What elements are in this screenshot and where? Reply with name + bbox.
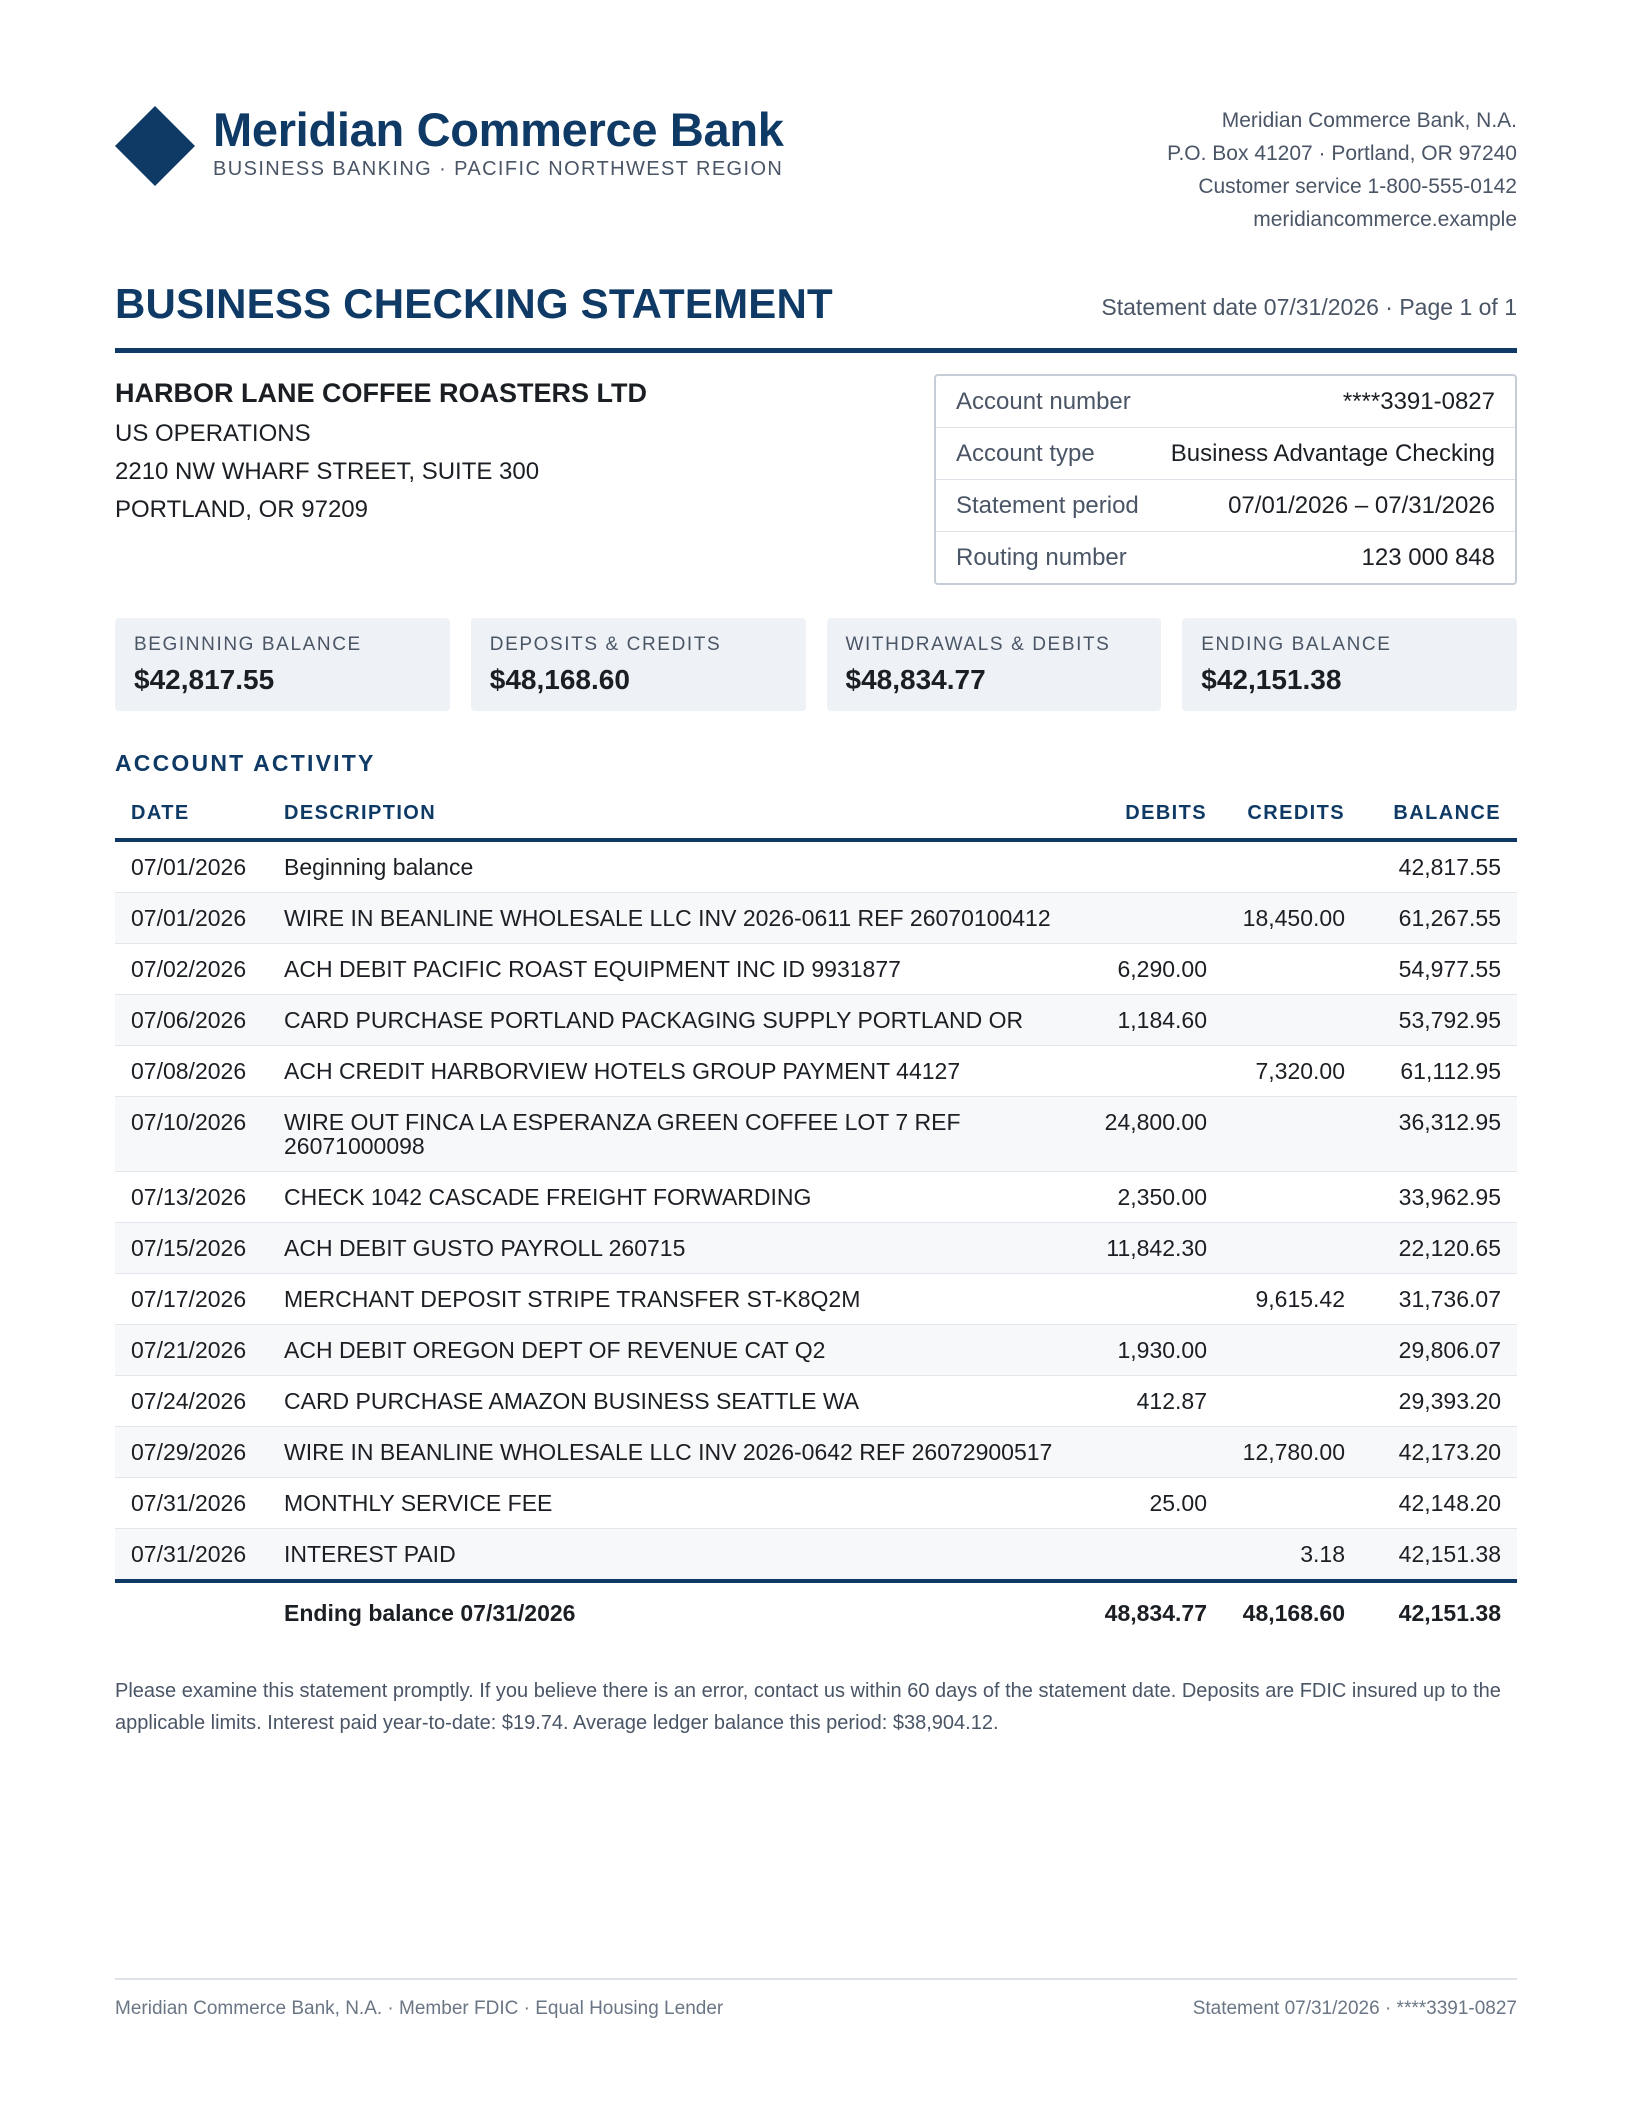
bank-address-line: P.O. Box 41207 · Portland, OR 97240: [1167, 142, 1517, 165]
routing-number-value: 123 000 848: [1361, 543, 1495, 571]
transaction-credit: [1223, 1097, 1361, 1172]
transaction-credit: [1223, 1478, 1361, 1529]
transaction-date: 07/06/2026: [115, 995, 268, 1046]
customer-address-block: [115, 378, 647, 529]
transaction-balance: 42,817.55: [1361, 840, 1517, 893]
transaction-date: 07/17/2026: [115, 1274, 268, 1325]
table-row: [115, 1529, 1517, 1582]
transaction-debit: 24,800.00: [1085, 1097, 1223, 1172]
transaction-debit: [1085, 893, 1223, 944]
footer-statement-ref: Statement 07/31/2026 · ****3391-0827: [1192, 1998, 1517, 2019]
table-row: [115, 893, 1517, 944]
account-number-value: ****3391-0827: [1342, 387, 1495, 415]
bank-address-line: Customer service 1-800-555-0142: [1198, 175, 1517, 198]
customer-address-line: PORTLAND, OR 97209: [115, 496, 368, 523]
total-label: Ending balance 07/31/2026: [268, 1581, 1085, 1638]
account-activity-table: [115, 790, 1517, 1638]
bank-address-line: Meridian Commerce Bank, N.A.: [1221, 109, 1517, 132]
debits-column-header: DEBITS: [1085, 790, 1223, 840]
transaction-description: WIRE IN BEANLINE WHOLESALE LLC INV 2026-0642 REF 26072900517: [268, 1427, 1085, 1478]
transaction-description: WIRE IN BEANLINE WHOLESALE LLC INV 2026-0611 REF 26070100412: [268, 893, 1085, 944]
transaction-date: 07/08/2026: [115, 1046, 268, 1097]
total-credits: 48,168.60: [1223, 1581, 1361, 1638]
transaction-balance: 61,267.55: [1361, 893, 1517, 944]
transaction-description: ACH DEBIT GUSTO PAYROLL 260715: [268, 1223, 1085, 1274]
credits-column-header: CREDITS: [1223, 790, 1361, 840]
transaction-description: CARD PURCHASE AMAZON BUSINESS SEATTLE WA: [268, 1376, 1085, 1427]
bank-address: [1167, 104, 1517, 236]
transaction-date: 07/21/2026: [115, 1325, 268, 1376]
transaction-balance: 42,148.20: [1361, 1478, 1517, 1529]
bank-website: meridiancommerce.example: [1253, 208, 1517, 231]
transaction-balance: 42,151.38: [1361, 1529, 1517, 1582]
transaction-balance: 29,393.20: [1361, 1376, 1517, 1427]
transaction-debit: [1085, 1427, 1223, 1478]
transaction-credit: 9,615.42: [1223, 1274, 1361, 1325]
brand-text: [213, 104, 784, 181]
transaction-date: 07/01/2026: [115, 893, 268, 944]
table-row: [115, 1046, 1517, 1097]
transaction-debit: 25.00: [1085, 1478, 1223, 1529]
transaction-date: 07/24/2026: [115, 1376, 268, 1427]
summary-value: $42,817.55: [134, 664, 275, 695]
bank-brand: [115, 104, 784, 186]
transaction-balance: 29,806.07: [1361, 1325, 1517, 1376]
transaction-debit: 1,184.60: [1085, 995, 1223, 1046]
statement-period-row: [936, 480, 1515, 532]
withdrawals-debits-card: [827, 618, 1162, 711]
table-row: [115, 1427, 1517, 1478]
transaction-balance: 31,736.07: [1361, 1274, 1517, 1325]
transaction-description: ACH DEBIT OREGON DEPT OF REVENUE CAT Q2: [268, 1325, 1085, 1376]
total-date-cell: [115, 1581, 268, 1638]
transaction-debit: 412.87: [1085, 1376, 1223, 1427]
table-row: [115, 1478, 1517, 1529]
transaction-credit: 3.18: [1223, 1529, 1361, 1582]
deposits-credits-card: [471, 618, 806, 711]
table-row: [115, 1376, 1517, 1427]
beginning-balance-card: [115, 618, 450, 711]
transaction-description: MERCHANT DEPOSIT STRIPE TRANSFER ST-K8Q2M: [268, 1274, 1085, 1325]
account-info-label: Account type: [956, 439, 1095, 467]
bank-tagline: BUSINESS BANKING · PACIFIC NORTHWEST REGION: [213, 158, 784, 180]
transaction-debit: 6,290.00: [1085, 944, 1223, 995]
total-balance: 42,151.38: [1361, 1581, 1517, 1638]
transaction-debit: 2,350.00: [1085, 1172, 1223, 1223]
transaction-debit: 1,930.00: [1085, 1325, 1223, 1376]
summary-value: $48,834.77: [845, 664, 986, 695]
statement-disclaimer: Please examine this statement promptly. If you believe there is an error, contact us within 60 days of the statement date. Deposits are FDIC insured up to the applicable limits. Interest paid year-to-date: $19.74. Average ledger balance this period: $38,904.12.: [115, 1680, 1501, 1734]
summary-label: BEGINNING BALANCE: [134, 634, 362, 655]
document-title: BUSINESS CHECKING STATEMENT: [115, 280, 833, 327]
transaction-date: 07/31/2026: [115, 1529, 268, 1582]
summary-value: $42,151.38: [1201, 664, 1342, 695]
transaction-credit: 18,450.00: [1223, 893, 1361, 944]
transaction-description: WIRE OUT FINCA LA ESPERANZA GREEN COFFEE LOT 7 REF 26071000098: [268, 1097, 1085, 1172]
account-info-box: [934, 374, 1517, 585]
table-row: [115, 995, 1517, 1046]
transaction-date: 07/29/2026: [115, 1427, 268, 1478]
summary-label: ENDING BALANCE: [1201, 634, 1392, 655]
transaction-date: 07/02/2026: [115, 944, 268, 995]
transaction-debit: [1085, 1529, 1223, 1582]
account-info-label: Statement period: [956, 491, 1139, 519]
transaction-description: INTEREST PAID: [268, 1529, 1085, 1582]
transaction-balance: 61,112.95: [1361, 1046, 1517, 1097]
transaction-balance: 36,312.95: [1361, 1097, 1517, 1172]
transaction-description: CHECK 1042 CASCADE FREIGHT FORWARDING: [268, 1172, 1085, 1223]
transaction-credit: [1223, 1223, 1361, 1274]
transaction-debit: [1085, 1274, 1223, 1325]
page-footer: [115, 1978, 1517, 2019]
ending-balance-card: [1182, 618, 1517, 711]
balance-summary: [115, 618, 1517, 711]
transaction-balance: 53,792.95: [1361, 995, 1517, 1046]
customer-name: HARBOR LANE COFFEE ROASTERS LTD: [115, 378, 647, 408]
transaction-description: MONTHLY SERVICE FEE: [268, 1478, 1085, 1529]
summary-label: DEPOSITS & CREDITS: [489, 634, 722, 655]
customer-address-line: 2210 NW WHARF STREET, SUITE 300: [115, 458, 540, 485]
routing-number-row: [936, 532, 1515, 583]
statement-period-value: 07/01/2026 – 07/31/2026: [1228, 491, 1495, 519]
title-row: [115, 280, 1517, 353]
statement-meta: Statement date 07/31/2026 · Page 1 of 1: [1101, 294, 1517, 320]
bank-name: Meridian Commerce Bank: [213, 103, 784, 156]
transaction-credit: [1223, 995, 1361, 1046]
account-info-label: Account number: [956, 387, 1131, 415]
transaction-debit: 11,842.30: [1085, 1223, 1223, 1274]
transaction-balance: 22,120.65: [1361, 1223, 1517, 1274]
summary-label: WITHDRAWALS & DEBITS: [845, 634, 1111, 655]
transaction-date: 07/31/2026: [115, 1478, 268, 1529]
transaction-date: 07/13/2026: [115, 1172, 268, 1223]
table-row: [115, 1172, 1517, 1223]
total-debits: 48,834.77: [1085, 1581, 1223, 1638]
customer-address-line: US OPERATIONS: [115, 420, 311, 447]
account-activity-heading: ACCOUNT ACTIVITY: [115, 750, 376, 776]
account-info-label: Routing number: [956, 543, 1127, 571]
footer-bank-info: Meridian Commerce Bank, N.A. · Member FDIC · Equal Housing Lender: [115, 1998, 724, 2019]
transaction-debit: [1085, 1046, 1223, 1097]
transaction-date: 07/15/2026: [115, 1223, 268, 1274]
transaction-description: Beginning balance: [268, 840, 1085, 893]
transaction-credit: [1223, 1172, 1361, 1223]
transaction-credit: [1223, 944, 1361, 995]
transaction-balance: 42,173.20: [1361, 1427, 1517, 1478]
transaction-debit: [1085, 840, 1223, 893]
transaction-description: ACH CREDIT HARBORVIEW HOTELS GROUP PAYMENT 44127: [268, 1046, 1085, 1097]
summary-value: $48,168.60: [489, 664, 630, 695]
table-row: [115, 840, 1517, 893]
account-number-row: [936, 376, 1515, 428]
table-row: [115, 1097, 1517, 1172]
activity-rows: [115, 840, 1517, 1581]
table-row: [115, 944, 1517, 995]
transaction-date: 07/10/2026: [115, 1097, 268, 1172]
table-header-row: [115, 790, 1517, 840]
transaction-balance: 33,962.95: [1361, 1172, 1517, 1223]
balance-column-header: BALANCE: [1361, 790, 1517, 840]
table-row: [115, 1325, 1517, 1376]
table-row: [115, 1274, 1517, 1325]
transaction-credit: 12,780.00: [1223, 1427, 1361, 1478]
transaction-credit: 7,320.00: [1223, 1046, 1361, 1097]
date-column-header: DATE: [115, 790, 268, 840]
transaction-description: CARD PURCHASE PORTLAND PACKAGING SUPPLY PORTLAND OR: [268, 995, 1085, 1046]
diamond-logo-icon: [115, 106, 195, 186]
account-type-row: [936, 428, 1515, 480]
transaction-date: 07/01/2026: [115, 840, 268, 893]
description-column-header: DESCRIPTION: [268, 790, 1085, 840]
ending-balance-total-row: [115, 1581, 1517, 1638]
statement-header: [115, 104, 1517, 244]
transaction-credit: [1223, 1376, 1361, 1427]
transaction-description: ACH DEBIT PACIFIC ROAST EQUIPMENT INC ID 9931877: [268, 944, 1085, 995]
transaction-balance: 54,977.55: [1361, 944, 1517, 995]
account-activity-table-wrap: [115, 790, 1517, 1638]
account-type-value: Business Advantage Checking: [1170, 439, 1495, 467]
table-row: [115, 1223, 1517, 1274]
transaction-credit: [1223, 840, 1361, 893]
transaction-credit: [1223, 1325, 1361, 1376]
